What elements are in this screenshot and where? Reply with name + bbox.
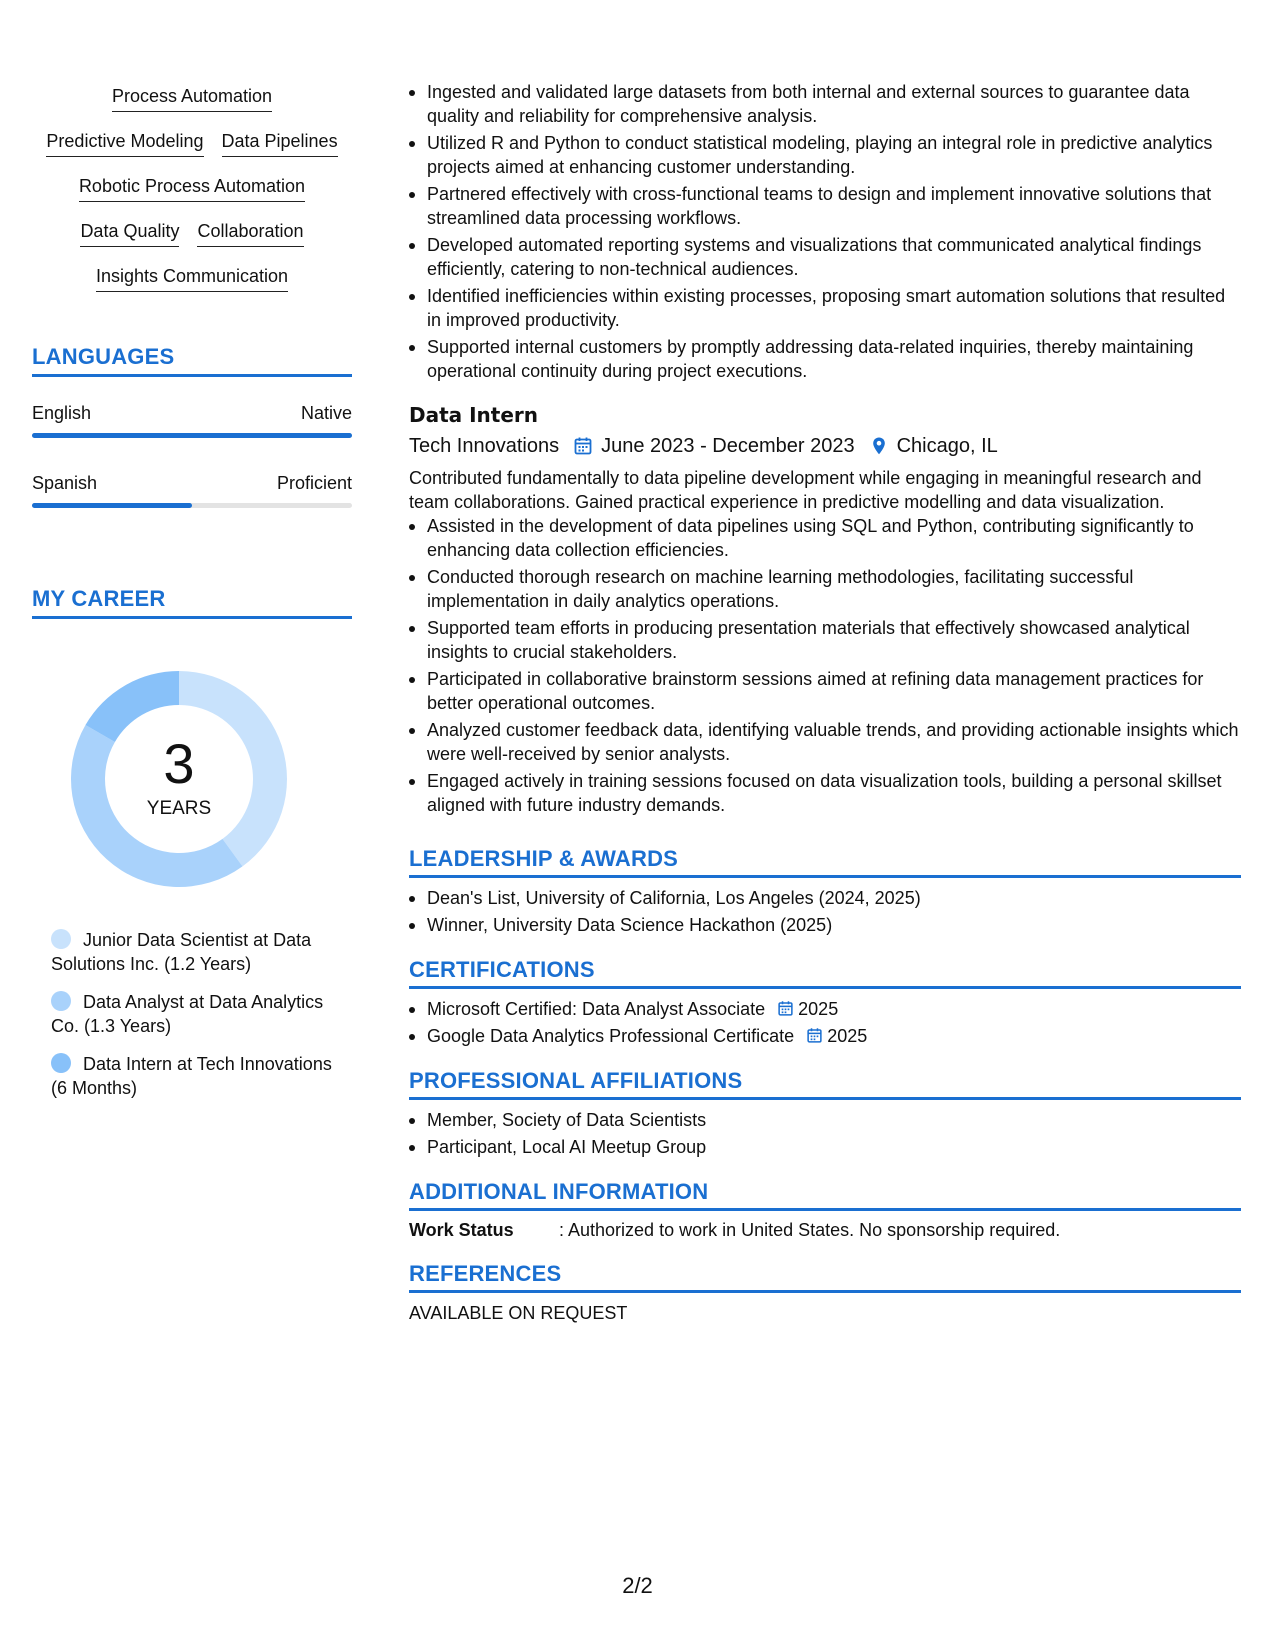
references-text: AVAILABLE ON REQUEST xyxy=(409,1303,628,1323)
page-number: 2/2 xyxy=(622,1573,653,1598)
references-section xyxy=(409,1261,1241,1325)
certifications-section xyxy=(409,957,1241,1048)
job-bullet: Engaged actively in training sessions focused on data visualization tools, building a personal skillset aligned with future industry demands. xyxy=(409,769,1241,817)
work-status-value: : Authorized to work in United States. No sponsorship required. xyxy=(559,1220,1061,1240)
experience-bullet: Utilized R and Python to conduct statistical modeling, playing an integral role in predictive analytics projects aimed at enhancing customer understanding. xyxy=(409,131,1241,179)
certification-name: Google Data Analytics Professional Certificate xyxy=(427,1026,795,1046)
language-proficiency-bar xyxy=(32,503,352,508)
skill-row xyxy=(32,129,352,174)
legend-dot-icon xyxy=(51,1053,71,1073)
skill-row xyxy=(32,219,352,264)
work-status-row xyxy=(409,1218,1241,1242)
language-level: Proficient xyxy=(276,473,352,493)
skill-row xyxy=(32,264,352,309)
career-total-years: 3 xyxy=(163,732,195,795)
language-name: English xyxy=(32,403,92,423)
job-bullet: Conducted thorough research on machine learning methodologies, facilitating successful implementation in daily analytics operations. xyxy=(409,565,1241,613)
language-proficiency-fill xyxy=(32,503,192,508)
certifications-list xyxy=(409,997,1241,1048)
leadership-title: LEADERSHIP & AWARDS xyxy=(409,846,1241,878)
job-bullet: Analyzed customer feedback data, identifying valuable trends, and providing actionable insights which were well-received by senior analysts. xyxy=(409,718,1241,766)
work-status-label: Work Status xyxy=(409,1220,514,1240)
career-legend-item xyxy=(51,1052,351,1100)
legend-dot-icon xyxy=(51,991,71,1011)
affiliations-list xyxy=(409,1108,1241,1159)
career-legend-label: Data Intern at Tech Innovations (6 Months) xyxy=(51,1054,332,1098)
job-title: Data Intern xyxy=(409,403,539,427)
language-level: Native xyxy=(300,403,352,423)
skill-row xyxy=(32,84,352,129)
language-english xyxy=(32,402,352,438)
career-legend-item xyxy=(51,990,351,1038)
certification-name: Microsoft Certified: Data Analyst Associate xyxy=(427,999,766,1019)
certification-year: 2025 xyxy=(798,999,839,1019)
skill-tag: Robotic Process Automation xyxy=(79,174,305,202)
career-donut-chart xyxy=(66,666,292,892)
skill-tag: Insights Communication xyxy=(96,264,288,292)
job-bullet: Supported team efforts in producing presentation materials that effectively showcased analytical insights to crucial stakeholders. xyxy=(409,616,1241,664)
language-proficiency-bar xyxy=(32,433,352,438)
skill-row xyxy=(32,174,352,219)
affiliations-section xyxy=(409,1068,1241,1159)
language-proficiency-fill xyxy=(32,433,352,438)
job-bullet: Participated in collaborative brainstorm sessions aimed at refining data management practices for better operational outcomes. xyxy=(409,667,1241,715)
experience-bullet: Identified inefficiencies within existing processes, proposing smart automation solutions that resulted in improved productivity. xyxy=(409,284,1241,332)
skill-tag: Predictive Modeling xyxy=(46,129,203,157)
career-title: MY CAREER xyxy=(32,586,352,619)
map-pin-icon xyxy=(869,436,889,456)
legend-dot-icon xyxy=(51,929,71,949)
certification-item xyxy=(409,997,1241,1021)
affiliation-item: Participant, Local AI Meetup Group xyxy=(409,1135,1241,1159)
job-summary: Contributed fundamentally to data pipeline development while engaging in meaningful research and team collaborations. Gained practical experience in predictive modelling and data visualization. xyxy=(409,468,1202,512)
calendar-icon xyxy=(777,999,794,1016)
leadership-item: Dean's List, University of California, Los Angeles (2024, 2025) xyxy=(409,886,1241,910)
language-name: Spanish xyxy=(32,473,98,493)
languages-title: LANGUAGES xyxy=(32,344,352,377)
career-legend-label: Data Analyst at Data Analytics Co. (1.3 Years) xyxy=(51,992,324,1036)
certification-item xyxy=(409,1024,1241,1048)
skill-tag: Collaboration xyxy=(197,219,303,247)
certifications-title: CERTIFICATIONS xyxy=(409,957,1241,989)
skill-tag: Process Automation xyxy=(112,84,272,112)
job-bullets xyxy=(409,514,1241,817)
certification-year: 2025 xyxy=(827,1026,868,1046)
experience-bullet: Partnered effectively with cross-functional teams to design and implement innovative solutions that streamlined data processing workflows. xyxy=(409,182,1241,230)
skill-tag: Data Quality xyxy=(80,219,179,247)
skills-list xyxy=(32,84,352,309)
language-spanish xyxy=(32,472,352,508)
experience-bullet: Developed automated reporting systems and visualizations that communicated analytical findings efficiently, catering to non-technical audiences. xyxy=(409,233,1241,281)
job-dates: June 2023 - December 2023 xyxy=(601,435,855,457)
job-location: Chicago, IL xyxy=(896,435,998,457)
career-legend xyxy=(51,928,351,1114)
leadership-section xyxy=(409,846,1241,937)
references-title: REFERENCES xyxy=(409,1261,1241,1293)
experience-bullet: Ingested and validated large datasets from both internal and external sources to guarantee data quality and reliability for comprehensive analysis. xyxy=(409,80,1241,128)
affiliation-item: Member, Society of Data Scientists xyxy=(409,1108,1241,1132)
additional-section xyxy=(409,1179,1241,1242)
job-bullet: Assisted in the development of data pipelines using SQL and Python, contributing significantly to enhancing data collection efficiencies. xyxy=(409,514,1241,562)
calendar-icon xyxy=(573,436,593,456)
job-entry xyxy=(409,402,1241,820)
skill-tag: Data Pipelines xyxy=(222,129,338,157)
job-meta xyxy=(409,432,1241,460)
career-legend-item xyxy=(51,928,351,976)
experience-bullet: Supported internal customers by promptly addressing data-related inquiries, thereby maintaining operational continuity during project executions. xyxy=(409,335,1241,383)
experience-bullets xyxy=(409,80,1241,386)
affiliations-title: PROFESSIONAL AFFILIATIONS xyxy=(409,1068,1241,1100)
additional-title: ADDITIONAL INFORMATION xyxy=(409,1179,1241,1211)
calendar-icon xyxy=(806,1026,823,1043)
leadership-list xyxy=(409,886,1241,937)
leadership-item: Winner, University Data Science Hackathon (2025) xyxy=(409,913,1241,937)
career-legend-label: Junior Data Scientist at Data Solutions Inc. (1.2 Years) xyxy=(51,930,312,974)
job-company: Tech Innovations xyxy=(409,435,560,457)
career-years-label: YEARS xyxy=(146,798,212,819)
